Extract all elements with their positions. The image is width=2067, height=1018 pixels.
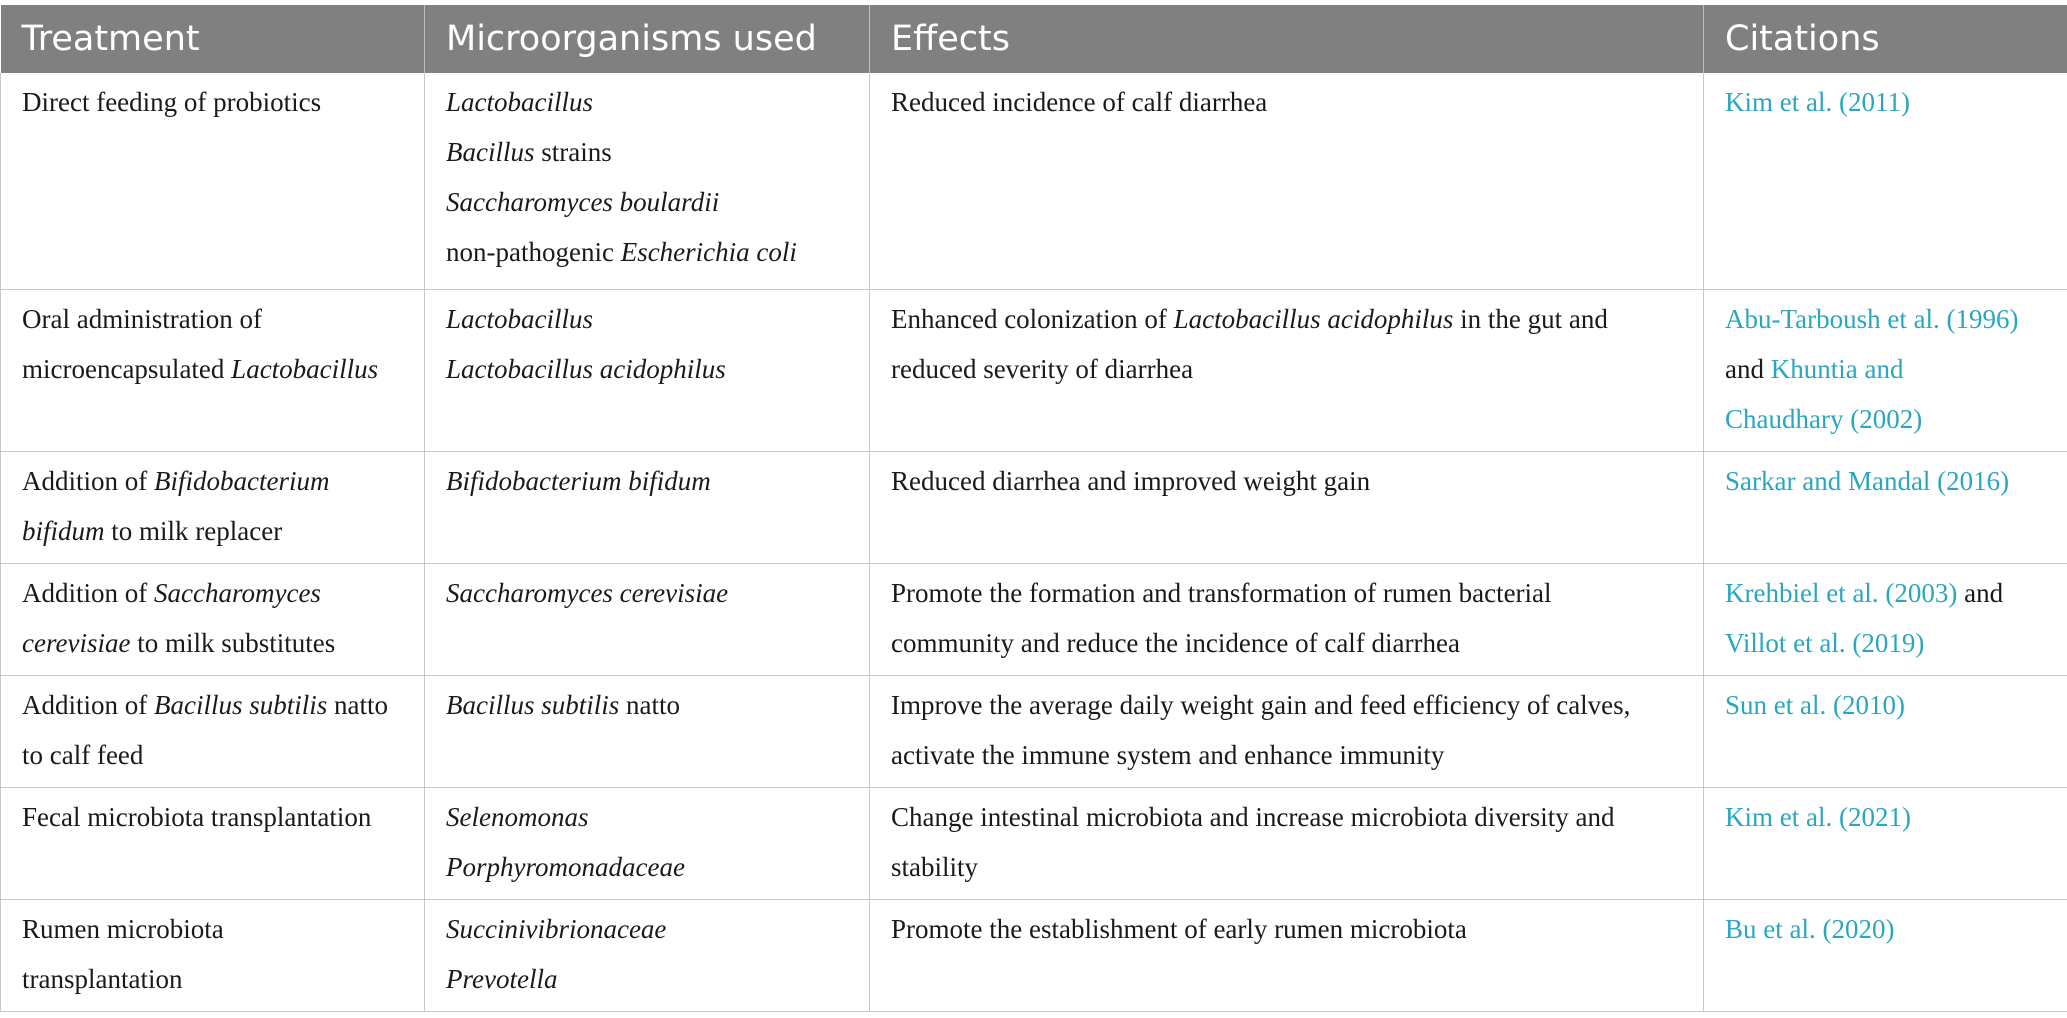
microorganism-entry [446,227,861,277]
microorganism-suffix: natto [619,689,681,720]
cell-microorganisms [425,451,870,563]
citation-conjunction: and [1725,353,1771,384]
citation-link[interactable]: Chaudhary (2002) [1725,403,1923,434]
effects-text [891,294,1695,344]
treatment-text [22,618,416,668]
effects-text: Reduced incidence of calf diarrhea [891,87,1268,117]
treatment-text: transplantation [22,963,183,994]
table-row [1,675,2067,787]
cell-microorganisms [425,563,870,675]
cell-treatment [1,451,425,563]
effects-suffix: in the gut and [1453,303,1608,334]
cell-effects [870,787,1704,899]
effects-text: reduced severity of diarrhea [891,353,1194,384]
microorganism-name: Bifidobacterium bifidum [446,465,711,496]
treatment-prefix: Addition of [22,465,154,496]
microorganism-name: Bacillus subtilis [446,689,620,720]
citation-link[interactable]: Khuntia and [1770,353,1904,384]
header-effects: Effects [870,5,1704,73]
effects-text: community and reduce the incidence of calf diarrhea [891,627,1460,658]
cell-citations [1704,675,2067,787]
cell-effects [870,289,1704,451]
cell-microorganisms [425,289,870,451]
table-row [1,289,2067,451]
header-microorganisms: Microorganisms used [425,5,870,73]
treatment-text: to calf feed [22,739,144,770]
microorganism-name: Saccharomyces cerevisiae [446,577,729,608]
treatment-text: Fecal microbiota transplantation [22,801,372,832]
microorganism-entry [446,127,861,177]
treatment-text [22,344,416,394]
microorganism-name: Lactobacillus [446,87,593,117]
microorganism-name: Prevotella [446,963,558,994]
microorganism-name: Lactobacillus [446,303,593,334]
citation-link[interactable]: Abu-Tarboush et al. (1996) [1725,303,2019,334]
microorganism-name: Escherichia coli [620,237,797,267]
effects-text: Improve the average daily weight gain and feed efficiency of calves, [891,689,1631,720]
citation-link[interactable]: Sarkar and Mandal (2016) [1725,465,2010,496]
microorganism-name: Bacillus [446,137,535,167]
table-row [1,899,2067,1011]
treatment-prefix: Addition of [22,577,154,608]
cell-treatment [1,675,425,787]
microorganism-prefix: non-pathogenic [446,237,621,267]
microorganism-name: Porphyromonadaceae [446,851,685,882]
treatment-prefix: Addition of [22,689,154,720]
citation-link[interactable]: Villot et al. (2019) [1725,627,1925,658]
treatment-organism: Bacillus subtilis [154,689,328,720]
cell-treatment [1,899,425,1011]
treatment-text [22,680,416,730]
effects-text: stability [891,851,978,882]
microorganism-suffix: strains [534,137,612,167]
treatment-organism: bifidum [22,515,105,546]
microorganism-name: Saccharomyces boulardii [446,187,720,217]
table-row [1,73,2067,289]
treatment-prefix: microencapsulated [22,353,232,384]
treatment-organism: Saccharomyces [154,577,321,608]
cell-microorganisms [425,675,870,787]
treatment-text [22,568,416,618]
treatment-text: Direct feeding of probiotics [22,87,322,117]
cell-citations [1704,563,2067,675]
cell-citations [1704,73,2067,289]
citation-link[interactable]: Kim et al. (2021) [1725,801,1911,832]
table-row [1,563,2067,675]
header-row [1,5,2067,73]
cell-treatment [1,289,425,451]
effects-text: Promote the formation and transformation of rumen bacterial [891,577,1552,608]
cell-citations [1704,787,2067,899]
effects-prefix: Enhanced colonization of [891,303,1174,334]
treatment-text: Rumen microbiota [22,913,224,944]
table-header [1,5,2067,73]
treatment-text [22,456,416,506]
cell-effects [870,451,1704,563]
treatment-suffix: natto [327,689,389,720]
cell-citations [1704,451,2067,563]
cell-citations [1704,899,2067,1011]
microorganism-entry [446,680,861,730]
citation-link[interactable]: Bu et al. (2020) [1725,913,1895,944]
cell-microorganisms [425,899,870,1011]
effects-text: Promote the establishment of early rumen microbiota [891,913,1467,944]
header-treatment: Treatment [1,5,425,73]
citation-link[interactable]: Krehbiel et al. (2003) [1725,577,1958,608]
treatment-suffix: to milk replacer [104,515,283,546]
treatment-suffix: to milk substitutes [130,627,336,658]
header-citations: Citations [1704,5,2067,73]
effects-organism: Lactobacillus acidophilus [1173,303,1454,334]
treatment-text: Oral administration of [22,303,262,334]
effects-text: Change intestinal microbiota and increase microbiota diversity and [891,801,1615,832]
table-row [1,787,2067,899]
treatment-organism: Bifidobacterium [154,465,330,496]
treatment-text [22,506,416,556]
cell-effects [870,73,1704,289]
cell-citations [1704,289,2067,451]
cell-treatment [1,787,425,899]
treatment-organism: cerevisiae [22,627,131,658]
citation-link[interactable]: Kim et al. (2011) [1725,87,1910,117]
citation-conjunction: and [1957,577,2004,608]
citation-entry [1725,344,2059,394]
effects-text: Reduced diarrhea and improved weight gain [891,465,1371,496]
cell-effects [870,563,1704,675]
microorganism-name: Selenomonas [446,801,589,832]
cell-effects [870,899,1704,1011]
cell-microorganisms [425,73,870,289]
treatment-organism: Lactobacillus [231,353,379,384]
citation-entry [1725,568,2059,618]
microorganism-name: Succinivibrionaceae [446,913,667,944]
effects-text: activate the immune system and enhance immunity [891,739,1445,770]
cell-treatment [1,563,425,675]
microorganism-name: Lactobacillus acidophilus [446,353,726,384]
cell-microorganisms [425,787,870,899]
citation-link[interactable]: Sun et al. (2010) [1725,689,1905,720]
cell-treatment [1,73,425,289]
treatments-table [0,5,2067,1012]
table-row [1,451,2067,563]
cell-effects [870,675,1704,787]
table-body [1,73,2067,1011]
